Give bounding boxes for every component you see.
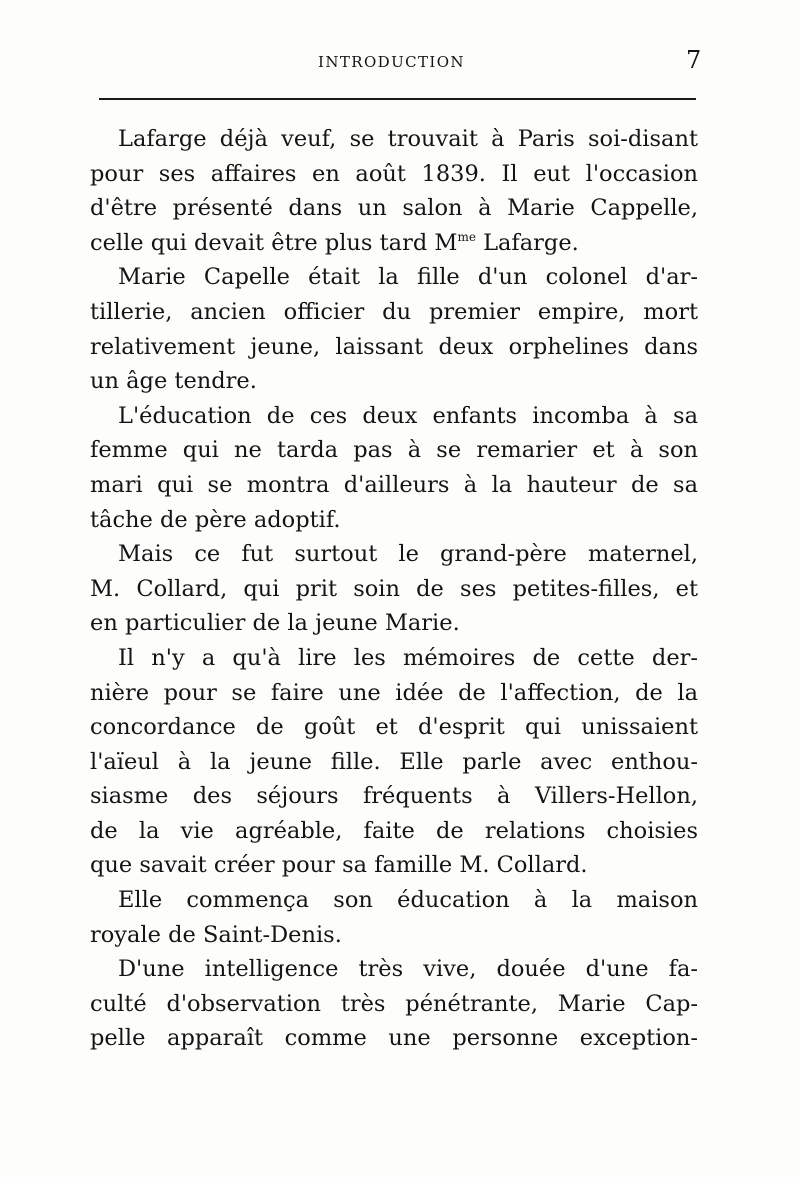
text-line bbox=[90, 745, 698, 780]
text-line-content: un âge tendre. bbox=[90, 368, 257, 395]
text-line bbox=[90, 779, 698, 814]
text-line bbox=[90, 122, 698, 157]
header-rule bbox=[99, 98, 696, 100]
text-line bbox=[90, 433, 698, 468]
text-line-content: pour ses affaires en août 1839. Il eut l'occasion bbox=[90, 160, 698, 187]
text-line bbox=[90, 1021, 698, 1056]
superscript-abbreviation: me bbox=[457, 229, 476, 244]
page-number: 7 bbox=[686, 46, 702, 74]
text-line bbox=[90, 952, 698, 987]
text-line bbox=[90, 606, 698, 641]
text-line-content: Marie Capelle était la fille d'un colonel d'ar- bbox=[118, 264, 698, 291]
text-line-content: L'éducation de ces deux enfants incomba à sa bbox=[118, 402, 698, 429]
text-line-content: tâche de père adoptif. bbox=[90, 506, 341, 533]
text-line bbox=[90, 191, 698, 226]
text-line-content: relativement jeune, laissant deux orphelines dans bbox=[90, 333, 698, 360]
text-line bbox=[90, 641, 698, 676]
text-line bbox=[90, 330, 698, 365]
text-line bbox=[90, 676, 698, 711]
text-line bbox=[90, 814, 698, 849]
text-line-content: tillerie, ancien officier du premier empire, mort bbox=[90, 298, 698, 325]
body-text bbox=[90, 122, 698, 1056]
text-line-content: culté d'observation très pénétrante, Marie Cap- bbox=[90, 990, 698, 1017]
text-line-content: Il n'y a qu'à lire les mémoires de cette der- bbox=[118, 644, 698, 671]
text-line bbox=[90, 883, 698, 918]
text-line-content: siasme des séjours fréquents à Villers-Hellon, bbox=[90, 783, 698, 810]
text-line-content: Elle commença son éducation à la maison bbox=[118, 887, 698, 914]
text-line-content: celle qui devait être plus tard M bbox=[90, 229, 458, 256]
text-line bbox=[90, 468, 698, 503]
text-line-content: royale de Saint-Denis. bbox=[90, 921, 342, 948]
text-line bbox=[90, 918, 698, 953]
text-line-content: que savait créer pour sa famille M. Collard. bbox=[90, 852, 588, 879]
text-line-content: Lafarge déjà veuf, se trouvait à Paris soi-disant bbox=[118, 126, 698, 152]
text-line bbox=[90, 226, 698, 261]
text-line bbox=[90, 503, 698, 538]
text-line-content: mari qui se montra d'ailleurs à la hauteur de sa bbox=[90, 471, 698, 498]
text-line-content: l'aïeul à la jeune fille. Elle parle avec enthou- bbox=[90, 748, 698, 775]
text-line bbox=[90, 399, 698, 434]
text-line bbox=[90, 537, 698, 572]
text-line-content: femme qui ne tarda pas à se remarier et à son bbox=[90, 437, 698, 464]
text-line-content: de la vie agréable, faite de relations choisies bbox=[90, 817, 698, 844]
text-line bbox=[90, 987, 698, 1022]
running-header-title: INTRODUCTION bbox=[318, 53, 465, 71]
text-line bbox=[90, 710, 698, 745]
text-line-content: concordance de goût et d'esprit qui unissaient bbox=[90, 714, 698, 741]
text-line bbox=[90, 572, 698, 607]
text-line bbox=[90, 157, 698, 192]
text-line bbox=[90, 848, 698, 883]
text-line-content: en particulier de la jeune Marie. bbox=[90, 610, 460, 637]
text-line-content: Mais ce fut surtout le grand-père maternel, bbox=[118, 541, 698, 568]
text-line bbox=[90, 260, 698, 295]
text-line-content: D'une intelligence très vive, douée d'une fa- bbox=[118, 956, 698, 983]
text-line-content: d'être présenté dans un salon à Marie Cappelle, bbox=[90, 195, 698, 222]
text-line-content: M. Collard, qui prit soin de ses petites-filles, et bbox=[90, 575, 698, 602]
text-line-tail: Lafarge. bbox=[475, 229, 579, 256]
text-line bbox=[90, 364, 698, 399]
text-line-content: nière pour se faire une idée de l'affection, de la bbox=[90, 679, 698, 706]
text-line bbox=[90, 295, 698, 330]
text-line-content: pelle apparaît comme une personne exception- bbox=[90, 1025, 698, 1052]
